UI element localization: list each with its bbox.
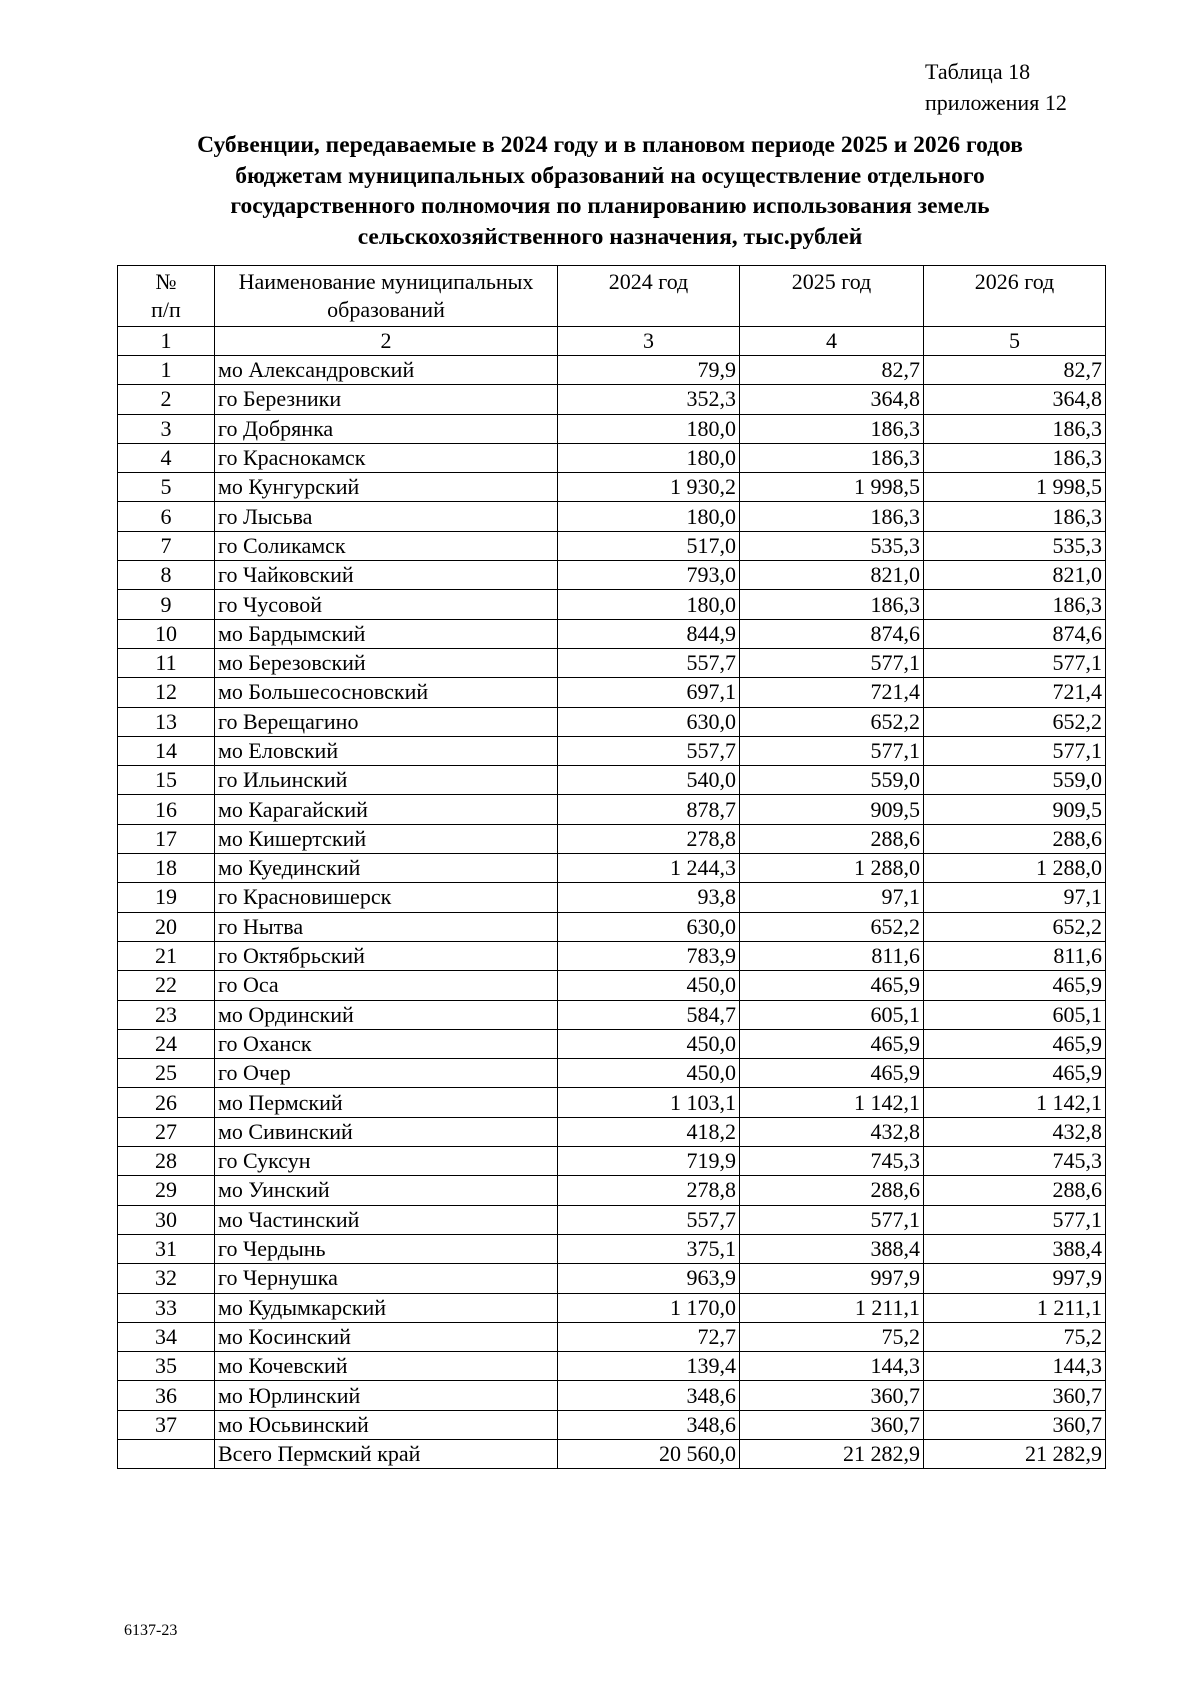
value-2026: 535,3 — [924, 531, 1106, 560]
value-2026: 874,6 — [924, 619, 1106, 648]
row-number: 18 — [118, 854, 215, 883]
value-2025: 360,7 — [740, 1381, 924, 1410]
value-2026: 186,3 — [924, 590, 1106, 619]
value-2025: 605,1 — [740, 1000, 924, 1029]
value-2026: 821,0 — [924, 561, 1106, 590]
value-2026: 997,9 — [924, 1264, 1106, 1293]
table-row — [118, 385, 1106, 414]
value-2026: 745,3 — [924, 1147, 1106, 1176]
appendix-number: приложения 12 — [925, 90, 1067, 115]
row-number: 33 — [118, 1293, 215, 1322]
total-label: Всего Пермский край — [215, 1439, 558, 1468]
value-2024: 1 244,3 — [558, 854, 740, 883]
title-line-2: бюджетам муниципальных образований на осуществление отдельного — [235, 162, 985, 189]
header-num-line-2: п/п — [151, 297, 181, 322]
value-2026: 605,1 — [924, 1000, 1106, 1029]
municipality-name: мо Карагайский — [215, 795, 558, 824]
table-row — [118, 1088, 1106, 1117]
row-number: 14 — [118, 736, 215, 765]
total-row — [118, 1439, 1106, 1468]
row-number: 9 — [118, 590, 215, 619]
value-2026: 909,5 — [924, 795, 1106, 824]
table-row — [118, 1264, 1106, 1293]
municipality-name: мо Юсьвинский — [215, 1410, 558, 1439]
municipality-name: го Суксун — [215, 1147, 558, 1176]
value-2025: 186,3 — [740, 590, 924, 619]
document-title — [110, 130, 1110, 252]
row-number: 6 — [118, 502, 215, 531]
value-2024: 180,0 — [558, 502, 740, 531]
municipality-name: го Верещагино — [215, 707, 558, 736]
value-2024: 517,0 — [558, 531, 740, 560]
total-2024: 20 560,0 — [558, 1439, 740, 1468]
value-2024: 783,9 — [558, 941, 740, 970]
value-2025: 1 998,5 — [740, 473, 924, 502]
table-row — [118, 1176, 1106, 1205]
value-2025: 577,1 — [740, 648, 924, 677]
value-2026: 388,4 — [924, 1234, 1106, 1263]
row-number: 2 — [118, 385, 215, 414]
column-number-row — [118, 327, 1106, 356]
value-2024: 793,0 — [558, 561, 740, 590]
row-number: 4 — [118, 443, 215, 472]
table-row — [118, 678, 1106, 707]
row-number: 37 — [118, 1410, 215, 1439]
municipality-name: го Оса — [215, 971, 558, 1000]
value-2025: 1 142,1 — [740, 1088, 924, 1117]
row-number: 19 — [118, 883, 215, 912]
table-row — [118, 473, 1106, 502]
value-2026: 577,1 — [924, 1205, 1106, 1234]
value-2025: 288,6 — [740, 1176, 924, 1205]
table-row — [118, 443, 1106, 472]
value-2026: 1 998,5 — [924, 473, 1106, 502]
subventions-table — [117, 265, 1106, 1469]
table-row — [118, 707, 1106, 736]
value-2025: 144,3 — [740, 1352, 924, 1381]
value-2025: 465,9 — [740, 1029, 924, 1058]
value-2024: 450,0 — [558, 1029, 740, 1058]
total-2026: 21 282,9 — [924, 1439, 1106, 1468]
value-2025: 811,6 — [740, 941, 924, 970]
value-2025: 97,1 — [740, 883, 924, 912]
value-2025: 388,4 — [740, 1234, 924, 1263]
value-2025: 360,7 — [740, 1410, 924, 1439]
value-2025: 997,9 — [740, 1264, 924, 1293]
municipality-name: го Очер — [215, 1059, 558, 1088]
value-2026: 432,8 — [924, 1117, 1106, 1146]
table-row — [118, 356, 1106, 385]
table-row — [118, 648, 1106, 677]
row-number: 28 — [118, 1147, 215, 1176]
table-row — [118, 736, 1106, 765]
row-number: 11 — [118, 648, 215, 677]
municipality-name: го Лысьва — [215, 502, 558, 531]
table-row — [118, 1000, 1106, 1029]
total-num — [118, 1439, 215, 1468]
value-2024: 418,2 — [558, 1117, 740, 1146]
municipality-name: мо Кишертский — [215, 824, 558, 853]
municipality-name: го Октябрьский — [215, 941, 558, 970]
municipality-name: го Добрянка — [215, 414, 558, 443]
table-row — [118, 1117, 1106, 1146]
value-2024: 79,9 — [558, 356, 740, 385]
value-2026: 360,7 — [924, 1410, 1106, 1439]
value-2025: 465,9 — [740, 1059, 924, 1088]
table-row — [118, 1029, 1106, 1058]
municipality-name: мо Куединский — [215, 854, 558, 883]
header-num — [118, 266, 215, 327]
table-body — [118, 356, 1106, 1440]
value-2026: 1 211,1 — [924, 1293, 1106, 1322]
value-2026: 559,0 — [924, 766, 1106, 795]
value-2024: 375,1 — [558, 1234, 740, 1263]
table-reference — [925, 56, 1067, 118]
table-row — [118, 824, 1106, 853]
column-number: 2 — [215, 327, 558, 356]
value-2024: 180,0 — [558, 414, 740, 443]
value-2026: 811,6 — [924, 941, 1106, 970]
municipality-name: го Краснокамск — [215, 443, 558, 472]
table-number: Таблица 18 — [925, 59, 1031, 84]
value-2024: 630,0 — [558, 707, 740, 736]
table-row — [118, 1381, 1106, 1410]
row-number: 16 — [118, 795, 215, 824]
row-number: 12 — [118, 678, 215, 707]
table-row — [118, 414, 1106, 443]
title-line-3: государственного полномочия по планированию использования земель — [230, 193, 990, 219]
table-row — [118, 971, 1106, 1000]
value-2024: 1 170,0 — [558, 1293, 740, 1322]
value-2024: 963,9 — [558, 1264, 740, 1293]
municipality-name: го Ильинский — [215, 766, 558, 795]
value-2024: 697,1 — [558, 678, 740, 707]
value-2025: 432,8 — [740, 1117, 924, 1146]
municipality-name: го Нытва — [215, 912, 558, 941]
value-2025: 75,2 — [740, 1322, 924, 1351]
column-number: 5 — [924, 327, 1106, 356]
value-2026: 652,2 — [924, 707, 1106, 736]
value-2024: 630,0 — [558, 912, 740, 941]
value-2025: 577,1 — [740, 1205, 924, 1234]
value-2024: 348,6 — [558, 1381, 740, 1410]
value-2026: 1 142,1 — [924, 1088, 1106, 1117]
row-number: 17 — [118, 824, 215, 853]
value-2025: 559,0 — [740, 766, 924, 795]
value-2024: 72,7 — [558, 1322, 740, 1351]
row-number: 8 — [118, 561, 215, 590]
value-2024: 584,7 — [558, 1000, 740, 1029]
value-2026: 652,2 — [924, 912, 1106, 941]
municipality-name: мо Александровский — [215, 356, 558, 385]
municipality-name: мо Бардымский — [215, 619, 558, 648]
table-row — [118, 1059, 1106, 1088]
row-number: 26 — [118, 1088, 215, 1117]
value-2026: 288,6 — [924, 1176, 1106, 1205]
value-2026: 288,6 — [924, 824, 1106, 853]
row-number: 27 — [118, 1117, 215, 1146]
table-row — [118, 531, 1106, 560]
value-2026: 465,9 — [924, 1029, 1106, 1058]
value-2026: 465,9 — [924, 971, 1106, 1000]
municipality-name: мо Сивинский — [215, 1117, 558, 1146]
value-2024: 557,7 — [558, 1205, 740, 1234]
title-line-1: Субвенции, передаваемые в 2024 году и в плановом периоде 2025 и 2026 годов — [197, 132, 1023, 158]
table-row — [118, 883, 1106, 912]
value-2025: 1 288,0 — [740, 854, 924, 883]
value-2026: 721,4 — [924, 678, 1106, 707]
value-2024: 540,0 — [558, 766, 740, 795]
value-2025: 288,6 — [740, 824, 924, 853]
table-row — [118, 854, 1106, 883]
row-number: 21 — [118, 941, 215, 970]
row-number: 24 — [118, 1029, 215, 1058]
table-row — [118, 941, 1106, 970]
row-number: 31 — [118, 1234, 215, 1263]
value-2025: 874,6 — [740, 619, 924, 648]
value-2024: 557,7 — [558, 648, 740, 677]
header-2024: 2024 год — [558, 266, 740, 327]
municipality-name: мо Ординский — [215, 1000, 558, 1029]
municipality-name: го Соликамск — [215, 531, 558, 560]
column-number: 3 — [558, 327, 740, 356]
table-row — [118, 1410, 1106, 1439]
value-2025: 721,4 — [740, 678, 924, 707]
municipality-name: мо Еловский — [215, 736, 558, 765]
value-2026: 97,1 — [924, 883, 1106, 912]
row-number: 1 — [118, 356, 215, 385]
title-line-4: сельскохозяйственного назначения, тыс.рублей — [357, 223, 863, 250]
municipality-name: мо Частинский — [215, 1205, 558, 1234]
value-2026: 577,1 — [924, 736, 1106, 765]
table-row — [118, 590, 1106, 619]
value-2025: 652,2 — [740, 912, 924, 941]
header-row — [118, 266, 1106, 327]
row-number: 32 — [118, 1264, 215, 1293]
total-2025: 21 282,9 — [740, 1439, 924, 1468]
header-name — [215, 266, 558, 327]
value-2024: 1 103,1 — [558, 1088, 740, 1117]
value-2024: 139,4 — [558, 1352, 740, 1381]
row-number: 34 — [118, 1322, 215, 1351]
value-2024: 719,9 — [558, 1147, 740, 1176]
value-2025: 364,8 — [740, 385, 924, 414]
header-name-line-1: Наименование муниципальных — [238, 269, 534, 294]
municipality-name: мо Кунгурский — [215, 473, 558, 502]
value-2026: 465,9 — [924, 1059, 1106, 1088]
value-2024: 278,8 — [558, 824, 740, 853]
header-2025: 2025 год — [740, 266, 924, 327]
table-row — [118, 1352, 1106, 1381]
row-number: 22 — [118, 971, 215, 1000]
value-2026: 360,7 — [924, 1381, 1106, 1410]
value-2024: 557,7 — [558, 736, 740, 765]
row-number: 5 — [118, 473, 215, 502]
municipality-name: го Чусовой — [215, 590, 558, 619]
column-number: 1 — [118, 327, 215, 356]
value-2025: 909,5 — [740, 795, 924, 824]
value-2026: 577,1 — [924, 648, 1106, 677]
value-2024: 348,6 — [558, 1410, 740, 1439]
value-2026: 144,3 — [924, 1352, 1106, 1381]
value-2025: 577,1 — [740, 736, 924, 765]
municipality-name: мо Пермский — [215, 1088, 558, 1117]
value-2024: 1 930,2 — [558, 473, 740, 502]
value-2024: 844,9 — [558, 619, 740, 648]
row-number: 3 — [118, 414, 215, 443]
value-2026: 1 288,0 — [924, 854, 1106, 883]
value-2024: 352,3 — [558, 385, 740, 414]
value-2025: 186,3 — [740, 502, 924, 531]
value-2024: 180,0 — [558, 590, 740, 619]
municipality-name: мо Юрлинский — [215, 1381, 558, 1410]
value-2026: 186,3 — [924, 443, 1106, 472]
value-2024: 450,0 — [558, 971, 740, 1000]
value-2026: 75,2 — [924, 1322, 1106, 1351]
document-code: 6137-23 — [124, 1622, 178, 1639]
municipality-name: мо Косинский — [215, 1322, 558, 1351]
table-row — [118, 1234, 1106, 1263]
value-2025: 745,3 — [740, 1147, 924, 1176]
municipality-name: го Березники — [215, 385, 558, 414]
municipality-name: го Чайковский — [215, 561, 558, 590]
municipality-name: мо Кудымкарский — [215, 1293, 558, 1322]
table-row — [118, 1293, 1106, 1322]
value-2025: 821,0 — [740, 561, 924, 590]
row-number: 29 — [118, 1176, 215, 1205]
value-2024: 93,8 — [558, 883, 740, 912]
table-row — [118, 795, 1106, 824]
table-row — [118, 1205, 1106, 1234]
value-2025: 186,3 — [740, 443, 924, 472]
value-2025: 465,9 — [740, 971, 924, 1000]
row-number: 13 — [118, 707, 215, 736]
value-2026: 364,8 — [924, 385, 1106, 414]
table-row — [118, 766, 1106, 795]
column-number: 4 — [740, 327, 924, 356]
table-row — [118, 1147, 1106, 1176]
value-2026: 186,3 — [924, 414, 1106, 443]
municipality-name: мо Уинский — [215, 1176, 558, 1205]
municipality-name: го Красновишерск — [215, 883, 558, 912]
table-row — [118, 561, 1106, 590]
value-2025: 186,3 — [740, 414, 924, 443]
row-number: 25 — [118, 1059, 215, 1088]
row-number: 20 — [118, 912, 215, 941]
row-number: 23 — [118, 1000, 215, 1029]
value-2024: 878,7 — [558, 795, 740, 824]
municipality-name: го Чернушка — [215, 1264, 558, 1293]
municipality-name: мо Кочевский — [215, 1352, 558, 1381]
table-row — [118, 619, 1106, 648]
row-number: 35 — [118, 1352, 215, 1381]
table-row — [118, 1322, 1106, 1351]
table-row — [118, 502, 1106, 531]
value-2024: 450,0 — [558, 1059, 740, 1088]
header-name-line-2: образований — [327, 297, 445, 322]
row-number: 15 — [118, 766, 215, 795]
row-number: 30 — [118, 1205, 215, 1234]
row-number: 7 — [118, 531, 215, 560]
municipality-name: мо Большесосновский — [215, 678, 558, 707]
value-2025: 82,7 — [740, 356, 924, 385]
row-number: 10 — [118, 619, 215, 648]
value-2024: 278,8 — [558, 1176, 740, 1205]
municipality-name: мо Березовский — [215, 648, 558, 677]
value-2026: 186,3 — [924, 502, 1106, 531]
value-2025: 1 211,1 — [740, 1293, 924, 1322]
value-2024: 180,0 — [558, 443, 740, 472]
header-2026: 2026 год — [924, 266, 1106, 327]
header-num-line-1: № — [155, 269, 177, 294]
table-row — [118, 912, 1106, 941]
value-2025: 652,2 — [740, 707, 924, 736]
row-number: 36 — [118, 1381, 215, 1410]
value-2025: 535,3 — [740, 531, 924, 560]
municipality-name: го Чердынь — [215, 1234, 558, 1263]
value-2026: 82,7 — [924, 356, 1106, 385]
municipality-name: го Оханск — [215, 1029, 558, 1058]
